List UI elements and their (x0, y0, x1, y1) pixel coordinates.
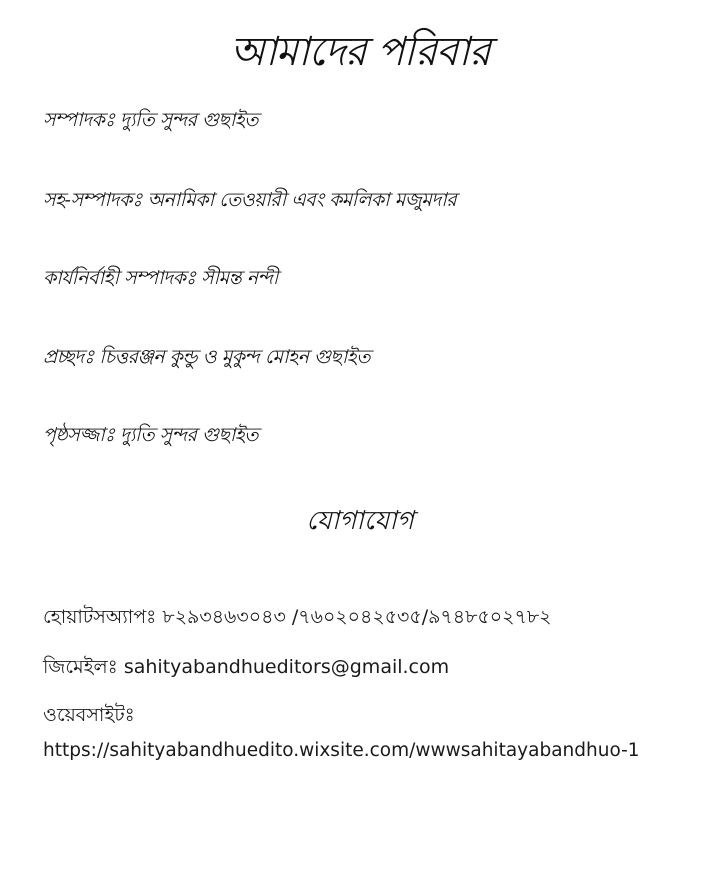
credit-co-editors (43, 186, 456, 214)
credit-layout (43, 421, 258, 449)
website-label: ওয়েবসাইটঃ (43, 704, 135, 726)
credit-executive-editor (43, 264, 278, 292)
credit-value: দ্যুতি সুন্দর গুছাইত (119, 424, 258, 446)
contact-whatsapp (43, 603, 552, 631)
credit-label: পৃষ্ঠসজ্জাঃ (43, 424, 115, 446)
credit-label: প্রচ্ছদঃ (43, 346, 94, 368)
credit-label: সম্পাদকঃ (43, 109, 115, 131)
credit-value: অনামিকা তেওয়ারী এবং কমলিকা মজুমদার (147, 189, 457, 211)
contact-website-url[interactable] (43, 737, 640, 765)
credit-value: সীমন্ত নন্দী (201, 267, 278, 289)
credit-value: দ্যুতি সুন্দর গুছাইত (120, 109, 259, 131)
credit-cover (43, 343, 370, 371)
credit-label: কার্যনির্বাহী সম্পাদকঃ (43, 267, 196, 289)
email-label: জিমেইলঃ (43, 656, 118, 678)
credit-value: চিত্তরঞ্জন কুন্ডু ও মুকুন্দ মোহন গুছাইত (99, 346, 370, 368)
page-title: আমাদের পরিবার (230, 29, 490, 75)
contact-website-label (43, 701, 135, 729)
contact-email (43, 653, 449, 681)
whatsapp-label: হোয়াটসঅ্যাপঃ (43, 606, 157, 628)
credit-editor (43, 106, 258, 134)
contact-heading: যোগাযোগ (306, 506, 414, 536)
email-address[interactable]: sahityabandhueditors@gmail.com (123, 656, 450, 678)
credit-label: সহ-সম্পাদকঃ (43, 189, 142, 211)
whatsapp-numbers: ৮২৯৩৪৬৩০৪৩ /৭৬০২০৪২৫৩৫/৯৭৪৮৫০২৭৮২ (162, 606, 552, 628)
website-link[interactable]: https://sahityabandhuedito.wixsite.com/wwwsahitayabandhuo-1 (43, 740, 640, 761)
